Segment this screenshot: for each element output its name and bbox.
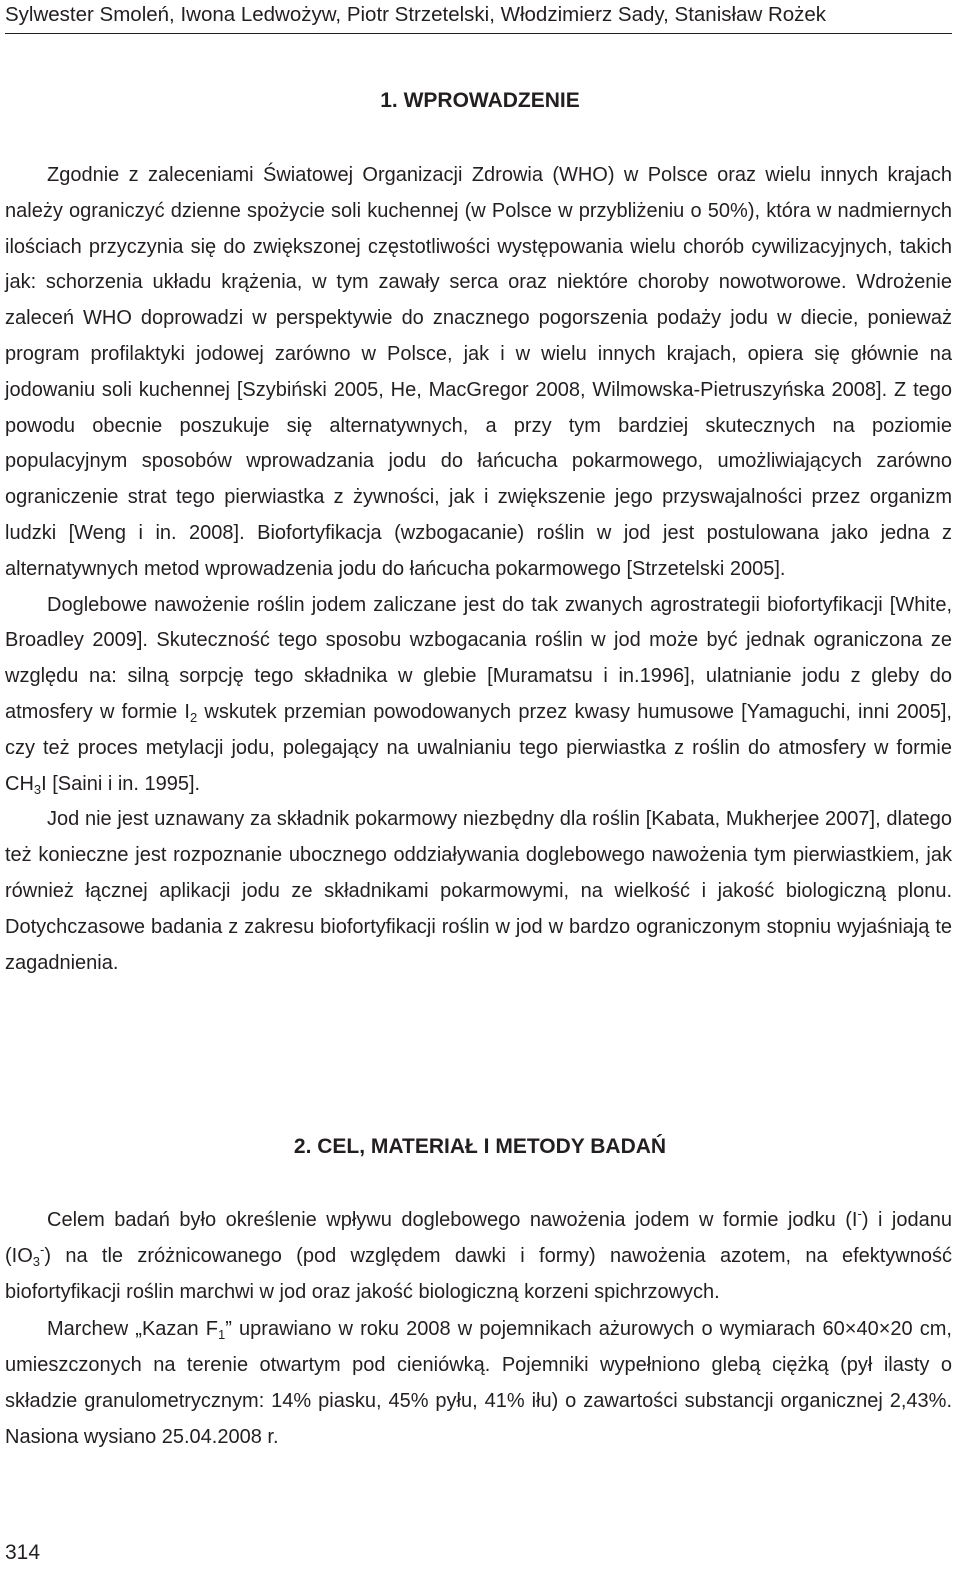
header-rule [5,33,952,34]
section-heading-methods: 2. CEL, MATERIAŁ I METODY BADAŃ [293,1135,667,1158]
subscript: 3 [32,1254,41,1270]
text-run: ) na tle zróżnicowanego (pod względem dawki i formy) nawożenia azotem, na efektywność biofortyfikacji roślin marchwi w jod oraz jakość biologiczną korzeni spichrzowych. [5,1245,952,1304]
paragraph: Zgodnie z zaleceniami Światowej Organizacji Zdrowia (WHO) w Polsce oraz wielu innych krajach należy ograniczyć dzienne spożycie soli kuchennej (w Polsce w przybliżeniu o 50%), która w nadmiernych ilościach przyczynia się do zwiększonej częstotliwości występowania wielu chorób cywilizacyjnych, takich jak: schorzenia układu krążenia, w tym zawały serca oraz niektóre choroby nowotworowe. Wdrożenie zaleceń WHO doprowadzi w perspektywie do znacznego pogorszenia podaży jodu w diecie, ponieważ program profilaktyki jodowej zarówno w Polsce, jak i w wielu innych krajach, opiera się głównie na jodowaniu soli kuchennej [Szybiński 2005, He, MacGregor 2008, Wilmowska-Pietruszyńska 2008]. Z tego powodu obecnie poszukuje się alternatywnych, a przy tym bardziej skutecznych na poziomie populacyjnym sposobów wprowadzania jodu do łańcucha pokarmowego, umożliwiających zarówno ograniczenie strat tego pierwiastka z żywności, jak i zwiększenie jego przyswajalności przez organizm ludzki [Weng i in. 2008]. Biofortyfikacja (wzbogacanie) roślin w jod jest postulowana jako jedna z alternatywnych metod wprowadzenia jodu do łańcucha pokarmowego [Strzetelski 2005]. [5,164,952,580]
paragraph [5,1202,952,1311]
text-run: wskutek przemian powodowanych przez kwasy humusowe [Yamaguchi, inni 2005], czy też proces metylacji jodu, polegający na uwalnianiu tego pierwiastka z roślin do atmosfery w formie CH [5,700,952,795]
subscript: 1 [218,1326,226,1342]
introduction-body [5,158,952,981]
text-run: Celem badań było określenie wpływu doglebowego nawożenia jodem w formie jodku (I [47,1209,858,1231]
running-header: Sylwester Smoleń, Iwona Ledwożyw, Piotr Strzetelski, Włodzimierz Sady, Stanisław Rożek [5,3,827,26]
text-run: ) i jodanu (IO [5,1209,952,1268]
page-number: 314 [5,1541,41,1564]
text-run: Doglebowe nawożenie roślin jodem zaliczane jest do tak zwanych agrostrategii biofortyfikacji [White, Broadley 2009]. Skuteczność tego sposobu wzbogacania roślin w jod może być jednak ograniczona ze względu na: silną sorpcję tego składnika w glebie [Muramatsu i in.1996], ulatnianie jodu z gleby do atmosfery w formie I [5,593,952,723]
paragraph [5,588,952,803]
methods-body [5,1202,952,1455]
text-run: Marchew „Kazan F [47,1317,219,1340]
superscript: - [857,1206,862,1221]
subscript: 2 [189,709,198,725]
paragraph: Jod nie jest uznawany za składnik pokarmowy niezbędny dla roślin [Kabata, Mukherjee 2007], dlatego też konieczne jest rozpoznanie ubocznego oddziaływania doglebowego nawożenia tym pierwiastkiem, jak również łącznej aplikacji jodu ze składnikami pokarmowymi, na wielkość i jakość biologiczną plonu. Dotychczasowe badania z zakresu biofortyfikacji roślin w jod w bardzo ograniczonym stopniu wyjaśniają te zagadnienia. [5,808,952,974]
superscript: - [40,1242,45,1258]
text-run: ” uprawiano w roku 2008 w pojemnikach ażurowych o wymiarach 60×40×20 cm, umieszczonych na terenie otwartym pod cieniówką. Pojemniki wypełniono glebą ciężką (pył ilasty o składzie granulometrycznym: 14% piasku, 45% pyłu, 41% iłu) o zawartości substancji organicznej 2,43%. Nasiona wysiano 25.04.2008 r. [5,1317,952,1449]
paragraph [5,1311,952,1456]
text-run: I [Saini i in. 1995]. [41,772,201,795]
subscript: 3 [33,781,42,797]
section-heading-introduction: 1. WPROWADZENIE [380,89,580,112]
